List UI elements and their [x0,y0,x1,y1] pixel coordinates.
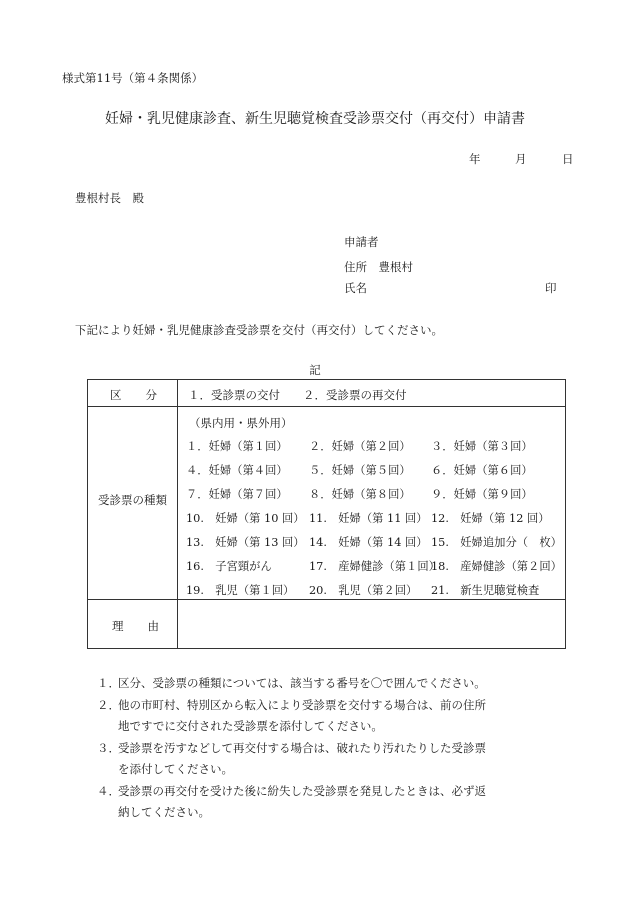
note-item [97,697,486,713]
ticket-option[interactable]: ２．妊婦（第２回） [309,440,411,453]
ticket-option[interactable]: 18. 産婦健診（第２回） [431,560,562,573]
ticket-option[interactable]: ４．妊婦（第４回） [186,464,288,477]
ticket-option[interactable]: 12. 妊婦（第 12 回） [431,512,550,525]
seal-mark: 印 [545,281,557,295]
reason-field[interactable] [178,600,565,648]
reason-label: 理由 [112,619,183,633]
note-number: ３． [97,741,120,755]
request-text: 下記により妊婦・乳児健康診査受診票を交付（再交付）してください。 [75,323,443,337]
note-text: 区分、受診票の種類については、該当する番号を〇で囲んでください。 [118,676,486,690]
ticket-option[interactable]: 14. 妊婦（第 14 回） [309,536,428,549]
note-number: ４． [97,784,120,798]
ticket-option[interactable]: 13. 妊婦（第 13 回） [186,536,305,549]
ticket-option[interactable]: 11. 妊婦（第 11 回） [309,512,428,525]
ticket-option[interactable]: ３．妊婦（第３回） [431,440,533,453]
note-text: 受診票の再交付を受けた後に紛失した受診票を発見したときは、必ず返 [118,784,486,798]
ticket-option[interactable]: ５．妊婦（第５回） [309,464,411,477]
ki-heading: 記 [309,363,321,377]
application-table [87,379,566,649]
note-item [97,675,486,691]
date-day-label: 日 [562,152,574,166]
note-item [97,783,486,799]
applicant-label: 申請者 [344,235,379,249]
table-row-divider [88,406,565,407]
ticket-option[interactable]: 19. 乳児（第１回） [186,584,295,597]
kubun-option-issue[interactable]: １．受診票の交付 [188,388,280,402]
applicant-address-field[interactable]: 住所 豊根村 [344,260,413,274]
kubun-option-reissue[interactable]: ２．受診票の再交付 [303,388,407,402]
kubun-label: 区分 [110,388,181,402]
ticket-option[interactable]: １．妊婦（第１回） [186,440,288,453]
ticket-option[interactable]: 15. 妊婦追加分（ 枚） [431,536,562,549]
ticket-option[interactable]: ９．妊婦（第９回） [431,488,533,501]
ticket-option[interactable]: 20. 乳児（第２回） [309,584,418,597]
note-number: ２． [97,698,120,712]
ticket-option[interactable]: 17. 産婦健診（第１回） [309,560,440,573]
form-number: 様式第11号（第４条関係） [62,71,204,85]
date-year-label: 年 [469,152,481,166]
scope-note: （県内用・県外用） [189,416,293,430]
ticket-option[interactable]: 21. 新生児聴覚検査 [431,584,540,597]
ticket-type-label: 受診票の種類 [98,493,167,507]
note-text: 受診票を汚すなどして再交付する場合は、破れたり汚れたりした受診票 [118,741,486,755]
note-text-continued: を添付してください。 [118,762,233,776]
ticket-option[interactable]: ７．妊婦（第７回） [186,488,288,501]
ticket-option[interactable]: ６．妊婦（第６回） [431,464,533,477]
addressee: 豊根村長 殿 [75,191,144,205]
ticket-option[interactable]: 16. 子宮頸がん [186,560,272,573]
note-text-continued: 納してください。 [118,805,210,819]
date-month-label: 月 [515,152,527,166]
ticket-option[interactable]: ８．妊婦（第８回） [309,488,411,501]
note-text: 他の市町村、特別区から転入により受診票を交付する場合は、前の住所 [118,698,486,712]
note-text-continued: 地ですでに交付された受診票を添付してください。 [118,719,383,733]
note-item [97,740,486,756]
page-title: 妊婦・乳児健康診査、新生児聴覚検査受診票交付（再交付）申請書 [105,111,525,127]
note-number: １． [97,676,120,690]
applicant-name-field[interactable]: 氏名 [344,281,367,295]
ticket-option[interactable]: 10. 妊婦（第 10 回） [186,512,305,525]
